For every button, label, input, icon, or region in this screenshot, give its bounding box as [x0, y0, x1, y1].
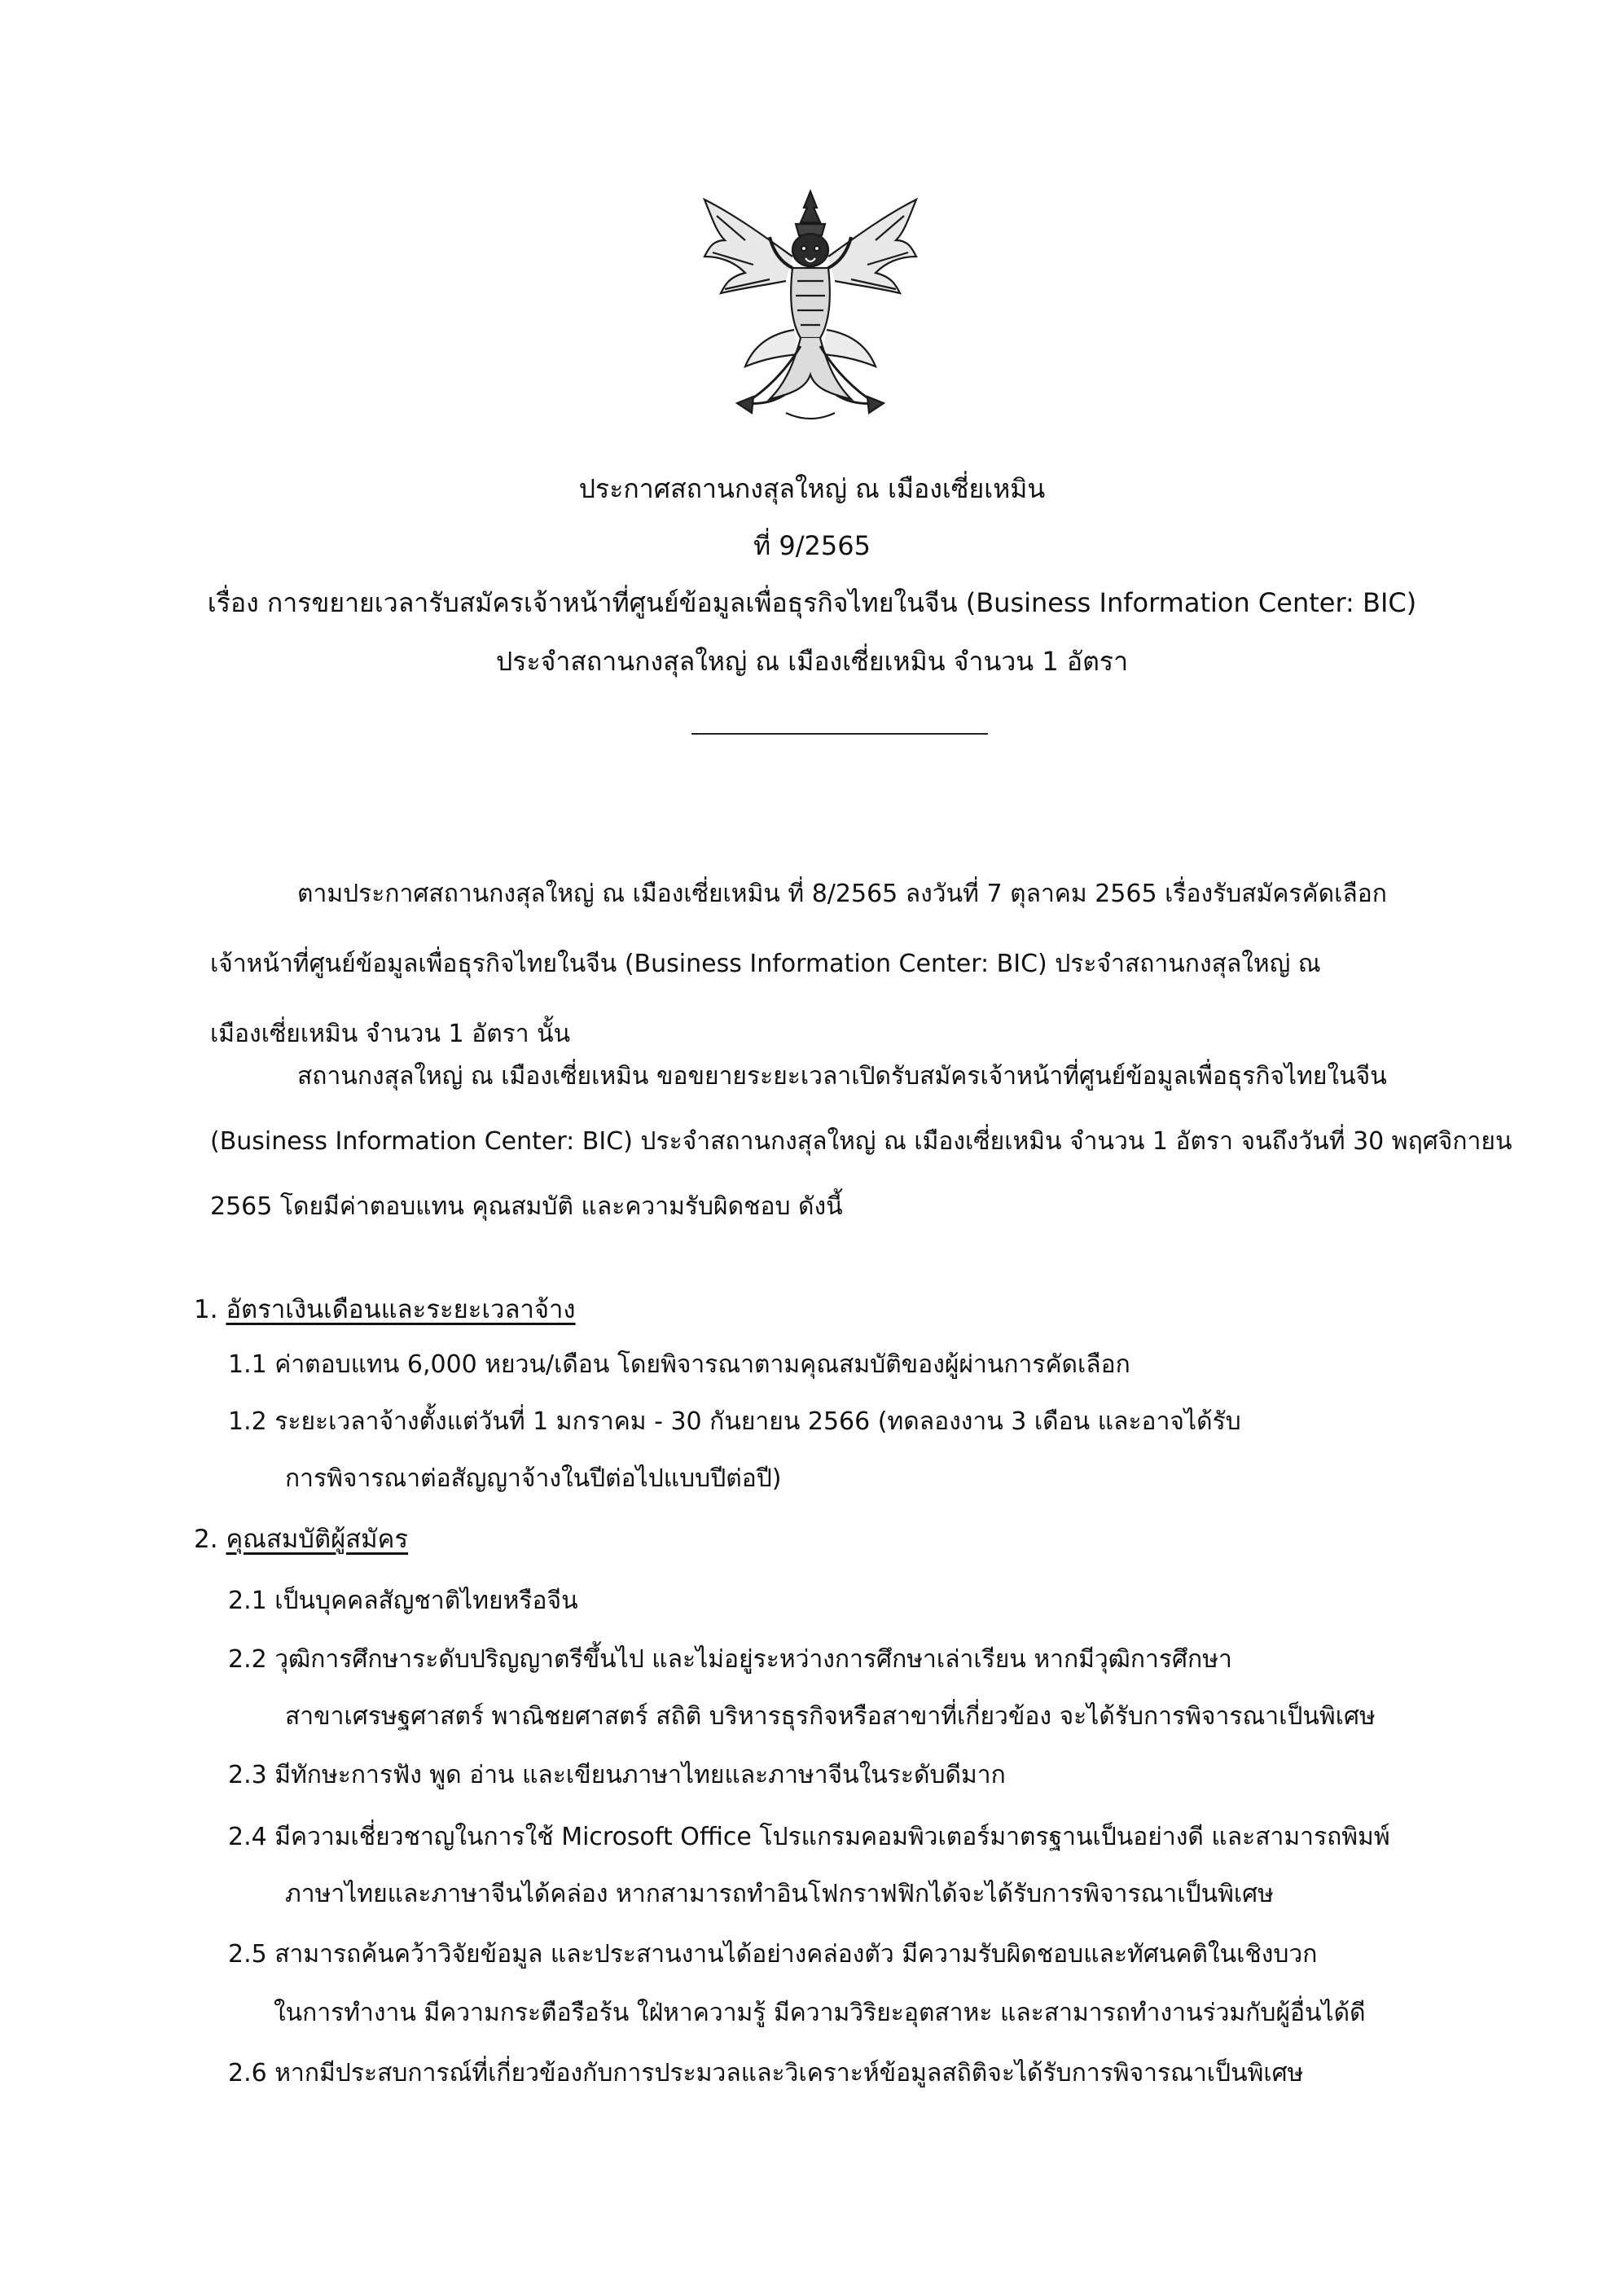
section-1-heading: [194, 1293, 576, 1326]
intro-paragraph-1-line-2: เจ้าหน้าที่ศูนย์ข้อมูลเพื่อธุรกิจไทยในจีน (Business Information Center: BIC) ประจำสถานกงสุลใหญ่ ณ: [210, 950, 1321, 978]
item-2-2-line-1: 2.2 วุฒิการศึกษาระดับปริญญาตรีขึ้นไป และไม่อยู่ระหว่างการศึกษาเล่าเรียน หากมีวุฒิการศึกษา: [228, 1645, 1232, 1674]
announcement-subject-line2: ประจำสถานกงสุลใหญ่ ณ เมืองเซี่ยเหมิน จำนวน 1 อัตรา: [495, 646, 1129, 677]
announcement-subject: เรื่อง การขยายเวลารับสมัครเจ้าหน้าที่ศูนย์ข้อมูลเพื่อธุรกิจไทยในจีน (Business Information Center: BIC): [207, 587, 1417, 618]
item-2-4-line-1: 2.4 มีความเชี่ยวชาญในการใช้ Microsoft Office โปรแกรมคอมพิวเตอร์มาตรฐานเป็นอย่างดี และสามารถพิมพ์: [228, 1823, 1390, 1851]
intro-paragraph-2-line-1: สถานกงสุลใหญ่ ณ เมืองเซี่ยเหมิน ขอขยายระยะเวลาเปิดรับสมัครเจ้าหน้าที่ศูนย์ข้อมูลเพื่อธุรกิจไทยในจีน: [297, 1062, 1387, 1091]
intro-paragraph-2-line-3: 2565 โดยมีค่าตอบแทน คุณสมบัติ และความรับผิดชอบ ดังนี้: [210, 1192, 843, 1221]
item-1-2-line-2: การพิจารณาต่อสัญญาจ้างในปีต่อไปแบบปีต่อปี): [285, 1464, 782, 1493]
title-divider: [691, 733, 988, 735]
garuda-emblem-icon: [688, 183, 933, 428]
item-2-4-line-2: ภาษาไทยและภาษาจีนได้คล่อง หากสามารถทำอินโฟกราฟฟิกได้จะได้รับการพิจารณาเป็นพิเศษ: [285, 1880, 1274, 1908]
announcement-number: ที่ 9/2565: [753, 530, 871, 561]
item-2-5-line-2: ในการทำงาน มีความกระตือรือร้น ใฝ่หาความรู้ มีความวิริยะอุตสาหะ และสามารถทำงานร่วมกับผู้อื่นได้ดี: [274, 1999, 1366, 2027]
intro-paragraph-1-line-1: ตามประกาศสถานกงสุลใหญ่ ณ เมืองเซี่ยเหมิน ที่ 8/2565 ลงวันที่ 7 ตุลาคม 2565 เรื่องรับสมัครคัดเลือก: [297, 880, 1387, 908]
section-2-number: 2.: [194, 1525, 218, 1554]
item-2-1: 2.1 เป็นบุคคลสัญชาติไทยหรือจีน: [228, 1587, 578, 1615]
item-1-1: 1.1 ค่าตอบแทน 6,000 หยวน/เดือน โดยพิจารณาตามคุณสมบัติของผู้ผ่านการคัดเลือก: [228, 1350, 1130, 1379]
item-1-2-line-1: 1.2 ระยะเวลาจ้างตั้งแต่วันที่ 1 มกราคม - 30 กันยายน 2566 (ทดลองงาน 3 เดือน และอาจได้รับ: [228, 1407, 1241, 1436]
section-2-heading: [194, 1523, 408, 1556]
section-1-number: 1.: [194, 1295, 218, 1324]
item-2-3: 2.3 มีทักษะการฟัง พูด อ่าน และเขียนภาษาไทยและภาษาจีนในระดับดีมาก: [228, 1761, 1006, 1789]
section-1-title: อัตราเงินเดือนและระยะเวลาจ้าง: [226, 1295, 576, 1324]
section-2-title: คุณสมบัติผู้สมัคร: [226, 1525, 409, 1554]
intro-paragraph-2-line-2: (Business Information Center: BIC) ประจำสถานกงสุลใหญ่ ณ เมืองเซี่ยเหมิน จำนวน 1 อัตรา จนถึงวันที่ 30 พฤศจิกายน: [210, 1127, 1512, 1156]
item-2-2-line-2: สาขาเศรษฐศาสตร์ พาณิชยศาสตร์ สถิติ บริหารธุรกิจหรือสาขาที่เกี่ยวข้อง จะได้รับการพิจารณาเป็นพิเศษ: [285, 1702, 1376, 1731]
announcement-title: ประกาศสถานกงสุลใหญ่ ณ เมืองเซี่ยเหมิน: [578, 473, 1046, 504]
item-2-6: 2.6 หากมีประสบการณ์ที่เกี่ยวข้องกับการประมวลและวิเคราะห์ข้อมูลสถิติจะได้รับการพิจารณาเป็นพิเศษ: [228, 2059, 1304, 2087]
intro-paragraph-1-line-3: เมืองเซี่ยเหมิน จำนวน 1 อัตรา นั้น: [210, 1020, 571, 1048]
item-2-5-line-1: 2.5 สามารถค้นคว้าวิจัยข้อมูล และประสานงานได้อย่างคล่องตัว มีความรับผิดชอบและทัศนคติในเชิงบวก: [228, 1940, 1318, 1969]
